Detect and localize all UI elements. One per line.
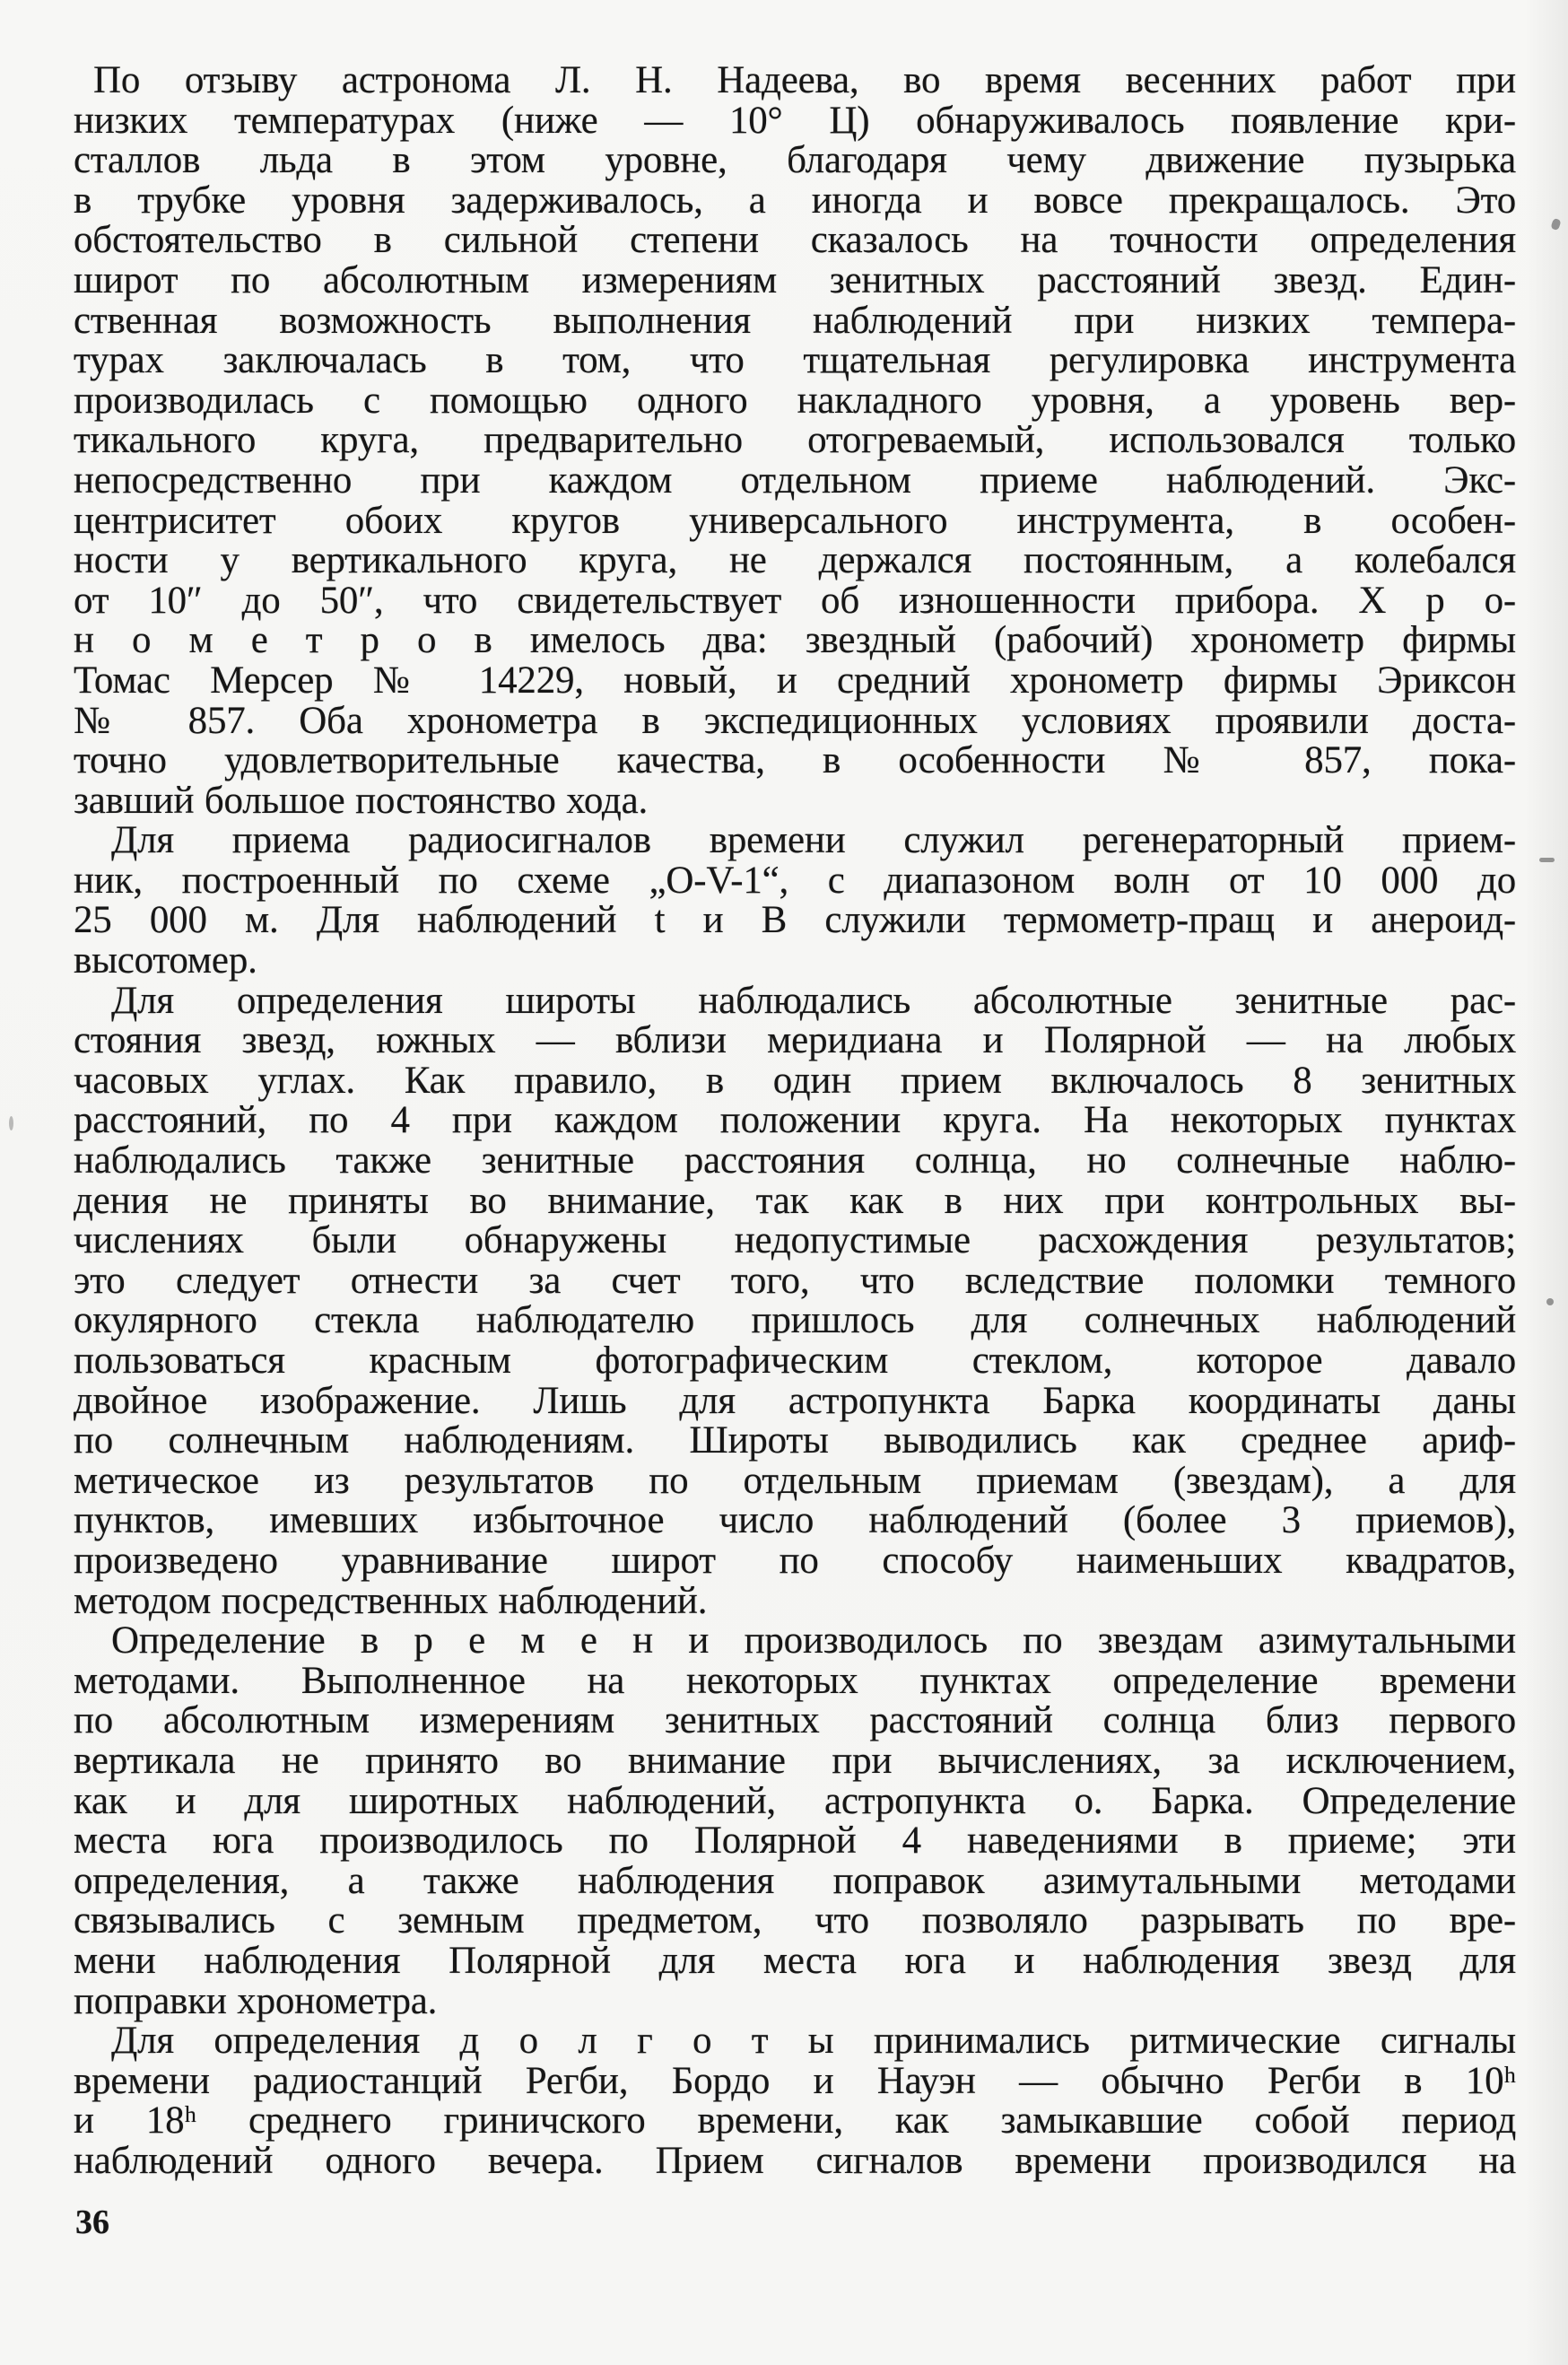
page-edge-shade	[1525, 0, 1568, 2365]
text-line: мени наблюдения Полярной для места юга и наблюдения звезд для	[74, 1939, 1516, 1982]
text-line: Для определения широты наблюдались абсолютные зенитные рас-	[111, 979, 1516, 1022]
text-line: по солнечным наблюдениям. Широты выводились как среднее ариф-	[74, 1419, 1516, 1462]
text-line: произведено уравнивание широт по способу наименьших квадратов,	[74, 1539, 1516, 1582]
text-line: ник, построенный по схеме „O-V-1“, с диапазоном волн от 10 000 до	[74, 859, 1516, 902]
text-line: н о м е т р о в имелось два: звездный (рабочий) хронометр фирмы	[74, 619, 1516, 662]
text-line: по абсолютным измерениям зенитных расстояний солнца близ первого	[74, 1699, 1516, 1742]
text-line: завший большое постоянство хода.	[74, 779, 649, 822]
text-line: методами. Выполненное на некоторых пунктах определение времени	[74, 1659, 1516, 1702]
text-line: стояния звезд, южных — вблизи меридиана и Полярной — на любых	[74, 1019, 1516, 1062]
text-line: наблюдений одного вечера. Прием сигналов времени производился на	[74, 2139, 1516, 2182]
scan-speck	[1550, 218, 1561, 231]
text-line: вертикала не принято во внимание при вычислениях, за исключением,	[74, 1739, 1516, 1782]
text-line: производилась с помощью одного накладного уровня, а уровень вер-	[74, 379, 1516, 422]
text-line: как и для широтных наблюдений, астропункта о. Барка. Определение	[74, 1779, 1516, 1822]
text-line: ственная возможность выполнения наблюдений при низких темпера-	[74, 299, 1516, 342]
text-line: дения не приняты во внимание, так как в них при контрольных вы-	[74, 1179, 1516, 1222]
text-line: высотомер.	[74, 939, 257, 982]
text-line: и 18ʰ среднего гриничского времени, как замыкавшие собой период	[74, 2099, 1516, 2142]
text-line: непосредственно при каждом отдельном приеме наблюдений. Экс-	[74, 458, 1516, 502]
text-line: тикального круга, предварительно отогреваемый, использовался только	[74, 419, 1516, 462]
text-line: центриситет обоих кругов универсального инструмента, в особен-	[74, 499, 1516, 542]
text-line: Томас Мерсер № 14229, новый, и средний хронометр фирмы Эриксон	[74, 659, 1516, 702]
text-line: обстоятельство в сильной степени сказалось на точности определения	[74, 219, 1516, 262]
text-line: 25 000 м. Для наблюдений t и B служили термометр-пращ и анероид-	[74, 899, 1516, 942]
page-text	[74, 61, 1516, 2181]
text-line: поправки хронометра.	[74, 1979, 438, 2022]
text-line: ности у вертикального круга, не держался постоянным, а колебался	[74, 539, 1516, 582]
text-line: числениях были обнаружены недопустимые расхождения результатов;	[74, 1219, 1516, 1262]
scan-speck	[9, 1116, 13, 1130]
scan-speck	[1546, 1298, 1554, 1305]
text-line: № 857. Оба хронометра в экспедиционных условиях проявили доста-	[74, 699, 1516, 742]
text-line: Для приема радиосигналов времени служил регенераторный прием-	[111, 819, 1516, 862]
text-line: времени радиостанций Регби, Бордо и Науэн — обычно Регби в 10ʰ	[74, 2059, 1516, 2102]
text-line: это следует отнести за счет того, что вследствие поломки темного	[74, 1259, 1516, 1302]
text-line: турах заключалась в том, что тщательная регулировка инструмента	[74, 339, 1516, 382]
text-line: низких температурах (ниже — 10° Ц) обнаруживалось появление кри-	[74, 99, 1516, 142]
text-line: сталлов льда в этом уровне, благодаря чему движение пузырька	[74, 139, 1516, 182]
text-line: По отзыву астронома Л. Н. Надеева, во время весенних работ при	[93, 59, 1516, 101]
text-line: окулярного стекла наблюдателю пришлось для солнечных наблюдений	[74, 1299, 1516, 1342]
text-line: пользоваться красным фотографическим стеклом, которое давало	[74, 1340, 1516, 1382]
text-line: широт по абсолютным измерениям зенитных расстояний звезд. Един-	[74, 258, 1516, 301]
page-number: 36	[75, 2204, 109, 2241]
text-line: метическое из результатов по отдельным приемам (звездам), а для	[74, 1459, 1516, 1502]
text-line: связывались с земным предметом, что позволяло разрывать по вре-	[74, 1899, 1516, 1942]
text-line: наблюдались также зенитные расстояния солнца, но солнечные наблю-	[74, 1139, 1516, 1182]
text-line: в трубке уровня задерживалось, а иногда и вовсе прекращалось. Это	[74, 179, 1516, 222]
text-line: Для определения д о л г о т ы принимались ритмические сигналы	[111, 2020, 1516, 2063]
text-line: расстояний, по 4 при каждом положении круга. На некоторых пунктах	[74, 1099, 1516, 1142]
text-line: Определение в р е м е н и производилось по звездам азимутальными	[111, 1619, 1516, 1662]
text-line: от 10″ до 50″, что свидетельствует об изношенности прибора. Х р о-	[74, 579, 1516, 622]
text-line: пунктов, имевших избыточное число наблюдений (более 3 приемов),	[74, 1499, 1516, 1542]
text-line: часовых углах. Как правило, в один прием включалось 8 зенитных	[74, 1059, 1516, 1102]
scan-speck	[1539, 858, 1555, 862]
text-line: определения, а также наблюдения поправок азимутальными методами	[74, 1859, 1516, 1902]
text-line: методом посредственных наблюдений.	[74, 1579, 708, 1622]
text-line: двойное изображение. Лишь для астропункта Барка координаты даны	[74, 1379, 1516, 1422]
text-line: точно удовлетворительные качества, в особенности № 857, пока-	[74, 739, 1516, 782]
text-line: места юга производилось по Полярной 4 наведениями в приеме; эти	[74, 1820, 1516, 1863]
